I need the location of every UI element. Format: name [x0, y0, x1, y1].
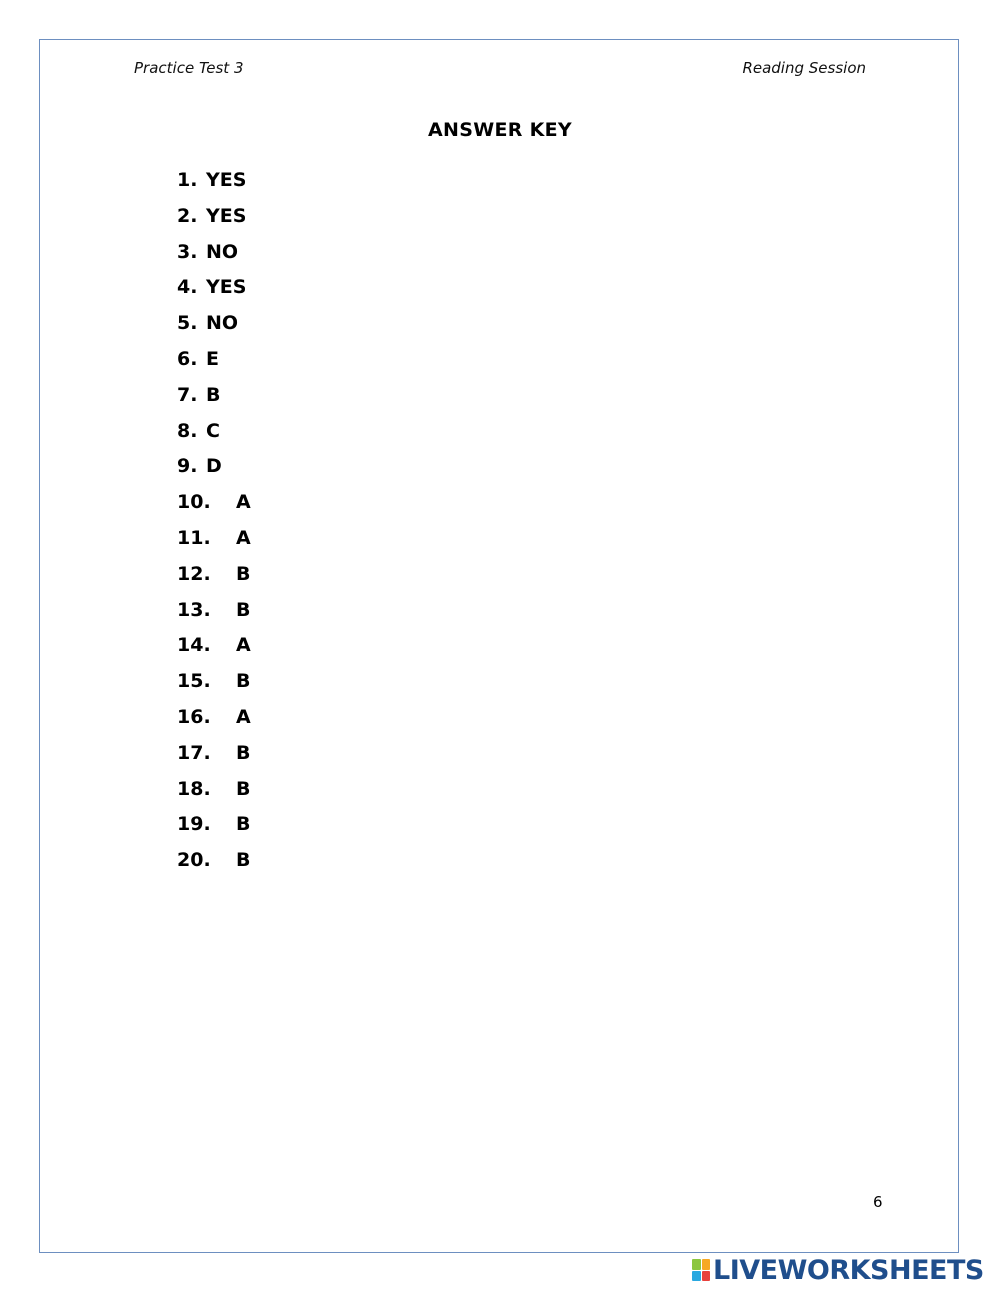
answer-number: 13.	[177, 598, 211, 621]
answer-value: B	[236, 562, 251, 585]
answer-value: E	[206, 347, 219, 370]
answer-value: A	[236, 634, 251, 657]
answer-number: 3.	[177, 240, 198, 263]
answer-value: B	[236, 670, 251, 693]
answer-value: A	[236, 491, 251, 514]
answer-value: YES	[206, 169, 247, 191]
answer-item	[177, 846, 251, 882]
answer-item	[177, 202, 251, 238]
answer-item	[177, 166, 251, 202]
header-right: Reading Session	[742, 59, 866, 77]
answer-value: B	[236, 741, 251, 764]
answer-item	[177, 381, 251, 417]
answer-value: YES	[206, 276, 247, 299]
answer-item	[177, 775, 251, 811]
answer-item	[177, 309, 251, 345]
answer-number: 6.	[177, 347, 198, 370]
answer-item	[177, 524, 251, 560]
answer-item	[177, 596, 251, 632]
page-title: ANSWER KEY	[428, 119, 572, 141]
answer-value: B	[236, 813, 251, 836]
answer-value: B	[206, 383, 221, 406]
answer-number: 4.	[177, 276, 198, 299]
answer-number: 9.	[177, 455, 198, 478]
answer-number: 1.	[177, 169, 198, 191]
logo-tile	[692, 1271, 701, 1282]
answer-value: D	[206, 455, 222, 478]
answer-item	[177, 631, 251, 667]
answer-number: 18.	[177, 777, 211, 800]
answer-value: A	[236, 705, 251, 728]
answer-number: 7.	[177, 383, 198, 406]
answer-number: 12.	[177, 562, 211, 585]
answer-value: NO	[206, 312, 239, 335]
header-left: Practice Test 3	[134, 59, 244, 77]
liveworksheets-logo-icon	[692, 1259, 710, 1281]
answer-number: 11.	[177, 526, 211, 549]
answer-item	[177, 810, 251, 846]
answer-number: 5.	[177, 312, 198, 335]
answer-value: YES	[206, 204, 247, 227]
logo-text: LIVEWORKSHEETS	[713, 1254, 984, 1286]
logo-tile	[692, 1259, 701, 1270]
answer-number: 17.	[177, 741, 211, 764]
answer-value: B	[236, 598, 251, 621]
answer-value: A	[236, 526, 251, 549]
answer-item	[177, 739, 251, 775]
page-number: 6	[873, 1193, 883, 1211]
logo-tile	[702, 1271, 711, 1282]
answer-number: 15.	[177, 670, 211, 693]
answer-value: B	[236, 849, 251, 872]
answer-number: 14.	[177, 634, 211, 657]
answer-value: NO	[206, 240, 239, 263]
logo-tile	[702, 1259, 711, 1270]
answer-number: 19.	[177, 813, 211, 836]
answer-item	[177, 238, 251, 274]
answer-item	[177, 703, 251, 739]
answer-item	[177, 560, 251, 596]
answer-value: C	[206, 419, 220, 442]
liveworksheets-logo[interactable]	[692, 1255, 984, 1285]
answer-item	[177, 417, 251, 453]
answer-item	[177, 488, 251, 524]
answer-value: B	[236, 777, 251, 800]
answer-item	[177, 273, 251, 309]
answer-number: 2.	[177, 204, 198, 227]
answer-number: 8.	[177, 419, 198, 442]
answer-item	[177, 345, 251, 381]
answer-number: 20.	[177, 849, 211, 872]
answer-number: 10.	[177, 491, 211, 514]
answer-item	[177, 452, 251, 488]
answer-item	[177, 667, 251, 703]
answer-number: 16.	[177, 705, 211, 728]
answer-list	[177, 166, 251, 882]
